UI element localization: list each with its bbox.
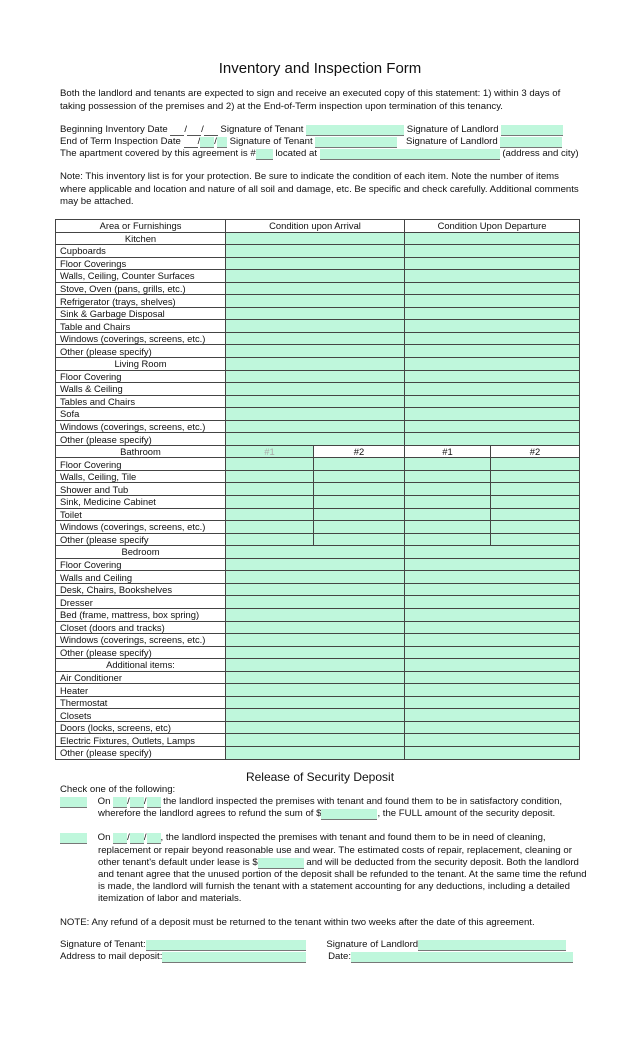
departure-field[interactable] [405, 721, 580, 734]
option2-row3 [98, 857, 620, 869]
mail-address[interactable] [162, 952, 306, 963]
departure-field[interactable] [491, 496, 580, 509]
item-label: Bed (frame, mattress, box spring) [56, 608, 226, 621]
arrival-field[interactable] [226, 370, 405, 383]
section-heading: Additional items: [56, 659, 226, 672]
option1-checkbox[interactable] [60, 797, 87, 808]
arrival-field[interactable] [226, 257, 405, 270]
arrival-field[interactable] [226, 734, 405, 747]
sep: / [201, 124, 204, 135]
option1-row1 [60, 796, 582, 808]
begin-year[interactable] [204, 126, 218, 136]
address-field[interactable] [320, 149, 500, 160]
check-label: Check one of the following: [60, 784, 176, 795]
departure-field[interactable] [405, 508, 491, 521]
begin-label: Beginning Inventory Date [60, 124, 168, 135]
table-row [56, 320, 580, 333]
table-row [56, 270, 580, 283]
section-row [56, 232, 580, 245]
arrival-field[interactable] [226, 320, 405, 333]
item-label: Toilet [56, 508, 226, 521]
date-label: Date: [328, 951, 351, 962]
table-row [56, 257, 580, 270]
arrival-field[interactable] [226, 232, 405, 245]
section-heading: Living Room [56, 358, 226, 371]
opt2-text: replacement or repair beyond reasonable use and wear. The estimated costs of repair, replacement, cleaning or [98, 845, 572, 856]
sep: / [143, 796, 147, 807]
item-label: Floor Covering [56, 558, 226, 571]
item-label: Other (please specify) [56, 345, 226, 358]
sep: / [143, 832, 147, 843]
table-row [56, 282, 580, 295]
arrival-field[interactable] [314, 533, 405, 546]
arrival-field[interactable] [226, 433, 405, 446]
arrival-field[interactable] [226, 634, 405, 647]
item-label: Desk, Chairs, Bookshelves [56, 583, 226, 596]
arrival-field[interactable] [314, 521, 405, 534]
table-row [56, 508, 580, 521]
item-label: Stove, Oven (pans, grills, etc.) [56, 282, 226, 295]
table-row [56, 608, 580, 621]
opt1-text: the landlord inspected the premises with tenant and found them to be in satisfactory condition, [163, 796, 563, 807]
arrival-field[interactable] [226, 282, 405, 295]
begin-landlord-signature[interactable] [501, 125, 563, 136]
departure-field[interactable] [405, 257, 580, 270]
item-label: Floor Covering [56, 370, 226, 383]
departure-field[interactable] [405, 232, 580, 245]
item-label: Sofa [56, 408, 226, 421]
table-row [56, 433, 580, 446]
opt2-day[interactable] [130, 833, 144, 844]
item-label: Other (please specify [56, 533, 226, 546]
table-row [56, 558, 580, 571]
arrival-2-header: #2 [314, 445, 405, 458]
arrival-field[interactable] [226, 483, 314, 496]
arrival-field[interactable] [226, 420, 405, 433]
item-label: Walls, Ceiling, Tile [56, 470, 226, 483]
departure-field[interactable] [405, 608, 580, 621]
departure-field[interactable] [405, 433, 580, 446]
opt2-text: itemization of labor and materials. [98, 893, 242, 904]
refund-amount[interactable] [321, 809, 377, 820]
end-month[interactable] [184, 138, 198, 148]
item-label: Tables and Chairs [56, 395, 226, 408]
departure-field[interactable] [405, 546, 580, 559]
opt2-text: and will be deducted from the security deposit. Both the landlord [306, 857, 579, 868]
apt-number[interactable] [256, 149, 273, 160]
table-row [56, 420, 580, 433]
arrival-field[interactable] [226, 332, 405, 345]
header-arrival: Condition upon Arrival [226, 220, 405, 233]
arrival-field[interactable] [226, 458, 314, 471]
arrival-field[interactable] [314, 470, 405, 483]
departure-field[interactable] [405, 558, 580, 571]
departure-field[interactable] [405, 270, 580, 283]
item-label: Air Conditioner [56, 671, 226, 684]
departure-field[interactable] [405, 282, 580, 295]
section-heading: Bathroom [56, 445, 226, 458]
departure-field[interactable] [491, 533, 580, 546]
table-row [56, 332, 580, 345]
table-row [56, 533, 580, 546]
departure-field[interactable] [405, 345, 580, 358]
item-label: Sink & Garbage Disposal [56, 307, 226, 320]
item-label: Dresser [56, 596, 226, 609]
departure-field[interactable] [405, 596, 580, 609]
table-row [56, 295, 580, 308]
end-landlord-signature[interactable] [500, 137, 562, 148]
table-row [56, 307, 580, 320]
on-label: On [97, 796, 111, 807]
departure-field[interactable] [405, 583, 580, 596]
tenant-signature[interactable] [146, 940, 306, 951]
sep: / [214, 136, 217, 147]
section-row [56, 546, 580, 559]
arrival-field[interactable] [226, 696, 405, 709]
apt-label: The apartment covered by this agreement is # [60, 148, 256, 159]
arrival-field[interactable] [226, 671, 405, 684]
address-hint: (address and city) [502, 148, 579, 159]
on-label: On [97, 832, 111, 843]
sig-tenant-label: Signature of Tenant [229, 136, 313, 147]
sep: / [127, 832, 130, 843]
arrival-field[interactable] [226, 521, 314, 534]
item-label: Closets [56, 709, 226, 722]
table-row [56, 395, 580, 408]
departure-field[interactable] [491, 521, 580, 534]
arrival-1-header: #1 [226, 445, 314, 458]
option2-row1 [60, 832, 582, 844]
sig-landlord-label: Signature of Landlord [405, 136, 498, 147]
item-label: Heater [56, 684, 226, 697]
departure-field[interactable] [405, 332, 580, 345]
sig-landlord-label: Signature of Landlord [406, 124, 499, 135]
table-header [56, 220, 580, 233]
tenant-sig-label: Signature of Tenant: [60, 939, 146, 950]
item-label: Walls & Ceiling [56, 383, 226, 396]
inventory-table [55, 219, 580, 760]
departure-2-header: #2 [491, 445, 580, 458]
deduction-amount[interactable] [258, 858, 304, 869]
departure-field[interactable] [405, 370, 580, 383]
arrival-field[interactable] [226, 684, 405, 697]
arrival-field[interactable] [226, 508, 314, 521]
departure-field[interactable] [405, 533, 491, 546]
departure-field[interactable] [405, 696, 580, 709]
arrival-field[interactable] [226, 659, 405, 672]
section-row [56, 358, 580, 371]
opt1-day[interactable] [130, 797, 144, 808]
refund-note: NOTE: Any refund of a deposit must be returned to the tenant within two weeks after the date of this agreement. [60, 917, 535, 928]
item-label: Windows (coverings, screens, etc.) [56, 521, 226, 534]
departure-field[interactable] [405, 383, 580, 396]
form-title: Inventory and Inspection Form [218, 60, 422, 77]
item-label: Sink, Medicine Cabinet [56, 496, 226, 509]
opt1-text: wherefore the landlord agrees to refund the sum of $ [98, 808, 322, 819]
arrival-field[interactable] [226, 383, 405, 396]
intro-text: Both the landlord and tenants are expected to sign and receive an executed copy of this statement: 1) within 3 days of taking possession of the premises and 2) at the End-of-Term inspection upon termination of this tenancy. [60, 88, 561, 112]
arrival-field[interactable] [226, 608, 405, 621]
item-label: Table and Chairs [56, 320, 226, 333]
item-label: Doors (locks, screens, etc) [56, 721, 226, 734]
table-row [56, 470, 580, 483]
landlord-signature[interactable] [418, 940, 566, 951]
table-row [56, 709, 580, 722]
arrival-field[interactable] [226, 583, 405, 596]
begin-day[interactable] [187, 126, 201, 136]
departure-field[interactable] [405, 408, 580, 421]
departure-field[interactable] [405, 746, 580, 759]
end-year[interactable] [217, 137, 227, 148]
date-field[interactable] [351, 952, 573, 963]
section-heading: Bedroom [56, 546, 226, 559]
arrival-field[interactable] [226, 345, 405, 358]
section-heading: Kitchen [56, 232, 226, 245]
opt2-text: is made, the landlord will furnish the tenant with a statement accounting for any deductions, including a detailed [98, 881, 570, 892]
item-label: Floor Covering [56, 458, 226, 471]
departure-field[interactable] [405, 659, 580, 672]
departure-field[interactable] [405, 571, 580, 584]
landlord-sig-label: Signature of Landlord [326, 939, 419, 950]
departure-field[interactable] [405, 709, 580, 722]
item-label: Windows (coverings, screens, etc.) [56, 634, 226, 647]
item-label: Floor Coverings [56, 257, 226, 270]
table-row [56, 383, 580, 396]
arrival-field[interactable] [226, 408, 405, 421]
arrival-field[interactable] [226, 533, 314, 546]
item-label: Other (please specify) [56, 646, 226, 659]
sep: / [184, 124, 188, 135]
opt2-text: , the landlord inspected the premises with tenant and found them to be in need of cleaning, [160, 832, 546, 843]
departure-field[interactable] [405, 295, 580, 308]
arrival-field[interactable] [226, 646, 405, 659]
departure-field[interactable] [405, 483, 491, 496]
arrival-field[interactable] [226, 596, 405, 609]
item-label: Thermostat [56, 696, 226, 709]
table-row [56, 458, 580, 471]
item-label: Other (please specify) [56, 433, 226, 446]
item-label: Closet (doors and tracks) [56, 621, 226, 634]
arrival-field[interactable] [226, 746, 405, 759]
table-row [56, 496, 580, 509]
arrival-field[interactable] [314, 508, 405, 521]
table-row [56, 483, 580, 496]
opt1-text: , the FULL amount of the security deposit. [377, 808, 556, 819]
item-label: Walls and Ceiling [56, 571, 226, 584]
arrival-field[interactable] [226, 571, 405, 584]
departure-field[interactable] [491, 483, 580, 496]
item-label: Cupboards [56, 245, 226, 258]
opt2-text: other tenant's default under lease is $ [98, 857, 258, 868]
begin-tenant-signature[interactable] [306, 125, 404, 136]
arrival-field[interactable] [314, 496, 405, 509]
arrival-field[interactable] [314, 458, 405, 471]
departure-field[interactable] [405, 358, 580, 371]
opt2-month[interactable] [113, 833, 127, 844]
end-row [60, 136, 582, 148]
table-row [56, 345, 580, 358]
beginning-row [60, 124, 582, 136]
option2-checkbox[interactable] [60, 833, 87, 844]
address-row [60, 951, 582, 963]
sep: / [197, 136, 201, 147]
section-row [56, 659, 580, 672]
item-label: Other (please specify) [56, 746, 226, 759]
arrival-field[interactable] [226, 358, 405, 371]
release-title: Release of Security Deposit [245, 770, 395, 784]
sep: / [127, 796, 130, 807]
header-area: Area or Furnishings [56, 220, 226, 233]
apartment-row [60, 148, 582, 160]
note-text: Note: This inventory list is for your protection. Be sure to indicate the condition of each item. Note the number of items where applicable and location and nature of all soil and damage, etc. Be specific and check carefully. Additional comments may be attached. [60, 171, 579, 207]
arrival-field[interactable] [226, 307, 405, 320]
opt1-month[interactable] [113, 797, 127, 808]
departure-field[interactable] [491, 458, 580, 471]
mail-address-label: Address to mail deposit: [60, 951, 163, 962]
table-row [56, 583, 580, 596]
item-label: Walls, Ceiling, Counter Surfaces [56, 270, 226, 283]
arrival-field[interactable] [226, 621, 405, 634]
departure-field[interactable] [405, 420, 580, 433]
end-label: End of Term Inspection Date [60, 136, 181, 147]
opt2-text: and tenant agree that the unused portion of the deposit shall be refunded to the tenant. At the same time the refund [98, 869, 587, 880]
departure-field[interactable] [405, 671, 580, 684]
item-label: Shower and Tub [56, 483, 226, 496]
table-row [56, 408, 580, 421]
end-day[interactable] [197, 136, 214, 148]
sig-tenant-label: Signature of Tenant [220, 124, 304, 135]
table-row [56, 521, 580, 534]
departure-field[interactable] [405, 734, 580, 747]
table-row [56, 646, 580, 659]
departure-field[interactable] [405, 395, 580, 408]
departure-field[interactable] [405, 496, 491, 509]
departure-field[interactable] [405, 245, 580, 258]
arrival-field[interactable] [226, 245, 405, 258]
arrival-field[interactable] [226, 270, 405, 283]
departure-field[interactable] [405, 521, 491, 534]
sig-row [60, 939, 582, 951]
arrival-field[interactable] [226, 295, 405, 308]
departure-field[interactable] [405, 307, 580, 320]
departure-field[interactable] [405, 458, 491, 471]
table-row [56, 734, 580, 747]
opt2-year[interactable] [147, 833, 161, 844]
item-label: Refrigerator (trays, shelves) [56, 295, 226, 308]
arrival-field[interactable] [226, 558, 405, 571]
table-row [56, 721, 580, 734]
departure-field[interactable] [405, 320, 580, 333]
departure-field[interactable] [491, 508, 580, 521]
arrival-field[interactable] [314, 483, 405, 496]
departure-field[interactable] [405, 646, 580, 659]
arrival-field[interactable] [226, 470, 314, 483]
table-row [56, 671, 580, 684]
table-row [56, 370, 580, 383]
table-row [56, 684, 580, 697]
item-label: Windows (coverings, screens, etc.) [56, 332, 226, 345]
departure-1-header: #1 [405, 445, 491, 458]
opt1-year[interactable] [147, 797, 161, 808]
table-row [56, 634, 580, 647]
arrival-field[interactable] [226, 395, 405, 408]
departure-field[interactable] [405, 470, 491, 483]
begin-month[interactable] [170, 126, 184, 136]
header-departure: Condition Upon Departure [405, 220, 580, 233]
departure-field[interactable] [405, 684, 580, 697]
located-label: located at [275, 148, 317, 159]
table-row [56, 696, 580, 709]
arrival-field[interactable] [226, 546, 405, 559]
table-row [56, 621, 580, 634]
departure-field[interactable] [491, 470, 580, 483]
section-row [56, 445, 580, 458]
arrival-field[interactable] [226, 721, 405, 734]
departure-field[interactable] [405, 621, 580, 634]
table-row [56, 571, 580, 584]
table-row [56, 746, 580, 759]
item-label: Windows (coverings, screens, etc.) [56, 420, 226, 433]
end-tenant-signature[interactable] [315, 137, 397, 148]
departure-field[interactable] [405, 634, 580, 647]
arrival-field[interactable] [226, 709, 405, 722]
item-label: Electric Fixtures, Outlets, Lamps [56, 734, 226, 747]
option1-row2 [98, 808, 620, 820]
arrival-field[interactable] [226, 496, 314, 509]
table-row [56, 245, 580, 258]
table-row [56, 596, 580, 609]
